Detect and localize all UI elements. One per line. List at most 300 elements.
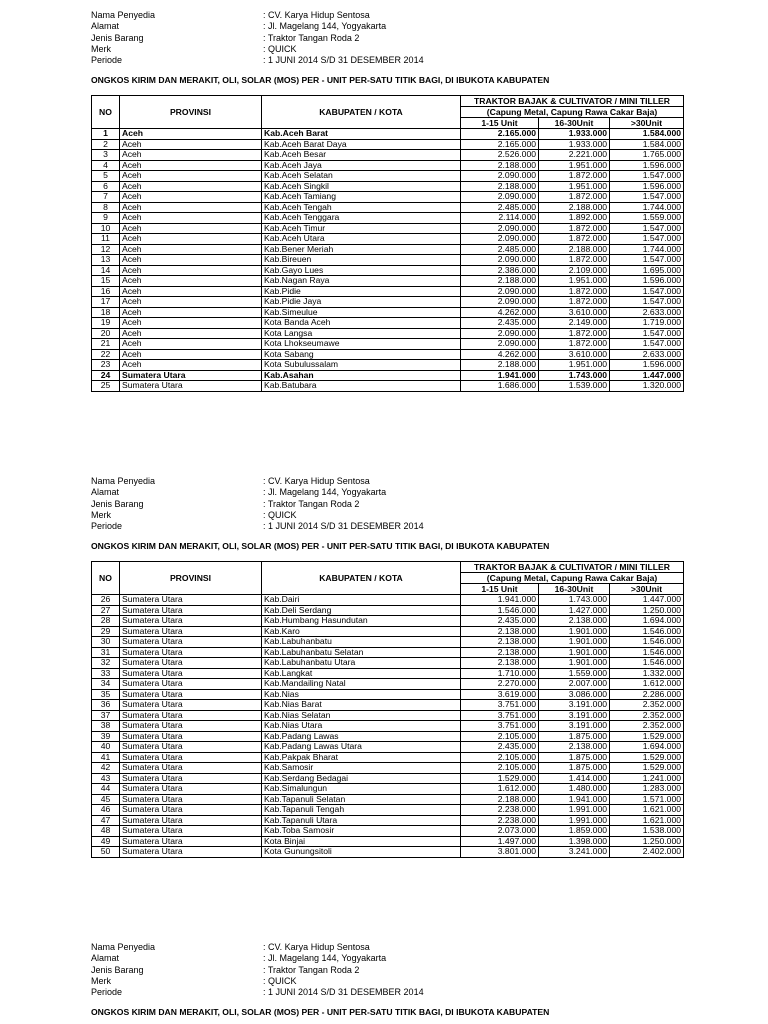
- row-provinsi: Aceh: [120, 318, 262, 329]
- info-value: : Traktor Tangan Roda 2: [263, 32, 360, 43]
- table-row: [92, 616, 684, 627]
- row-kabupaten: Kab.Aceh Timur: [262, 223, 461, 234]
- row-no: 16: [92, 286, 120, 297]
- row-kabupaten: Kab.Nias: [262, 689, 461, 700]
- row-price-16-30: 2.188.000: [539, 202, 610, 213]
- row-price-1-15: 2.105.000: [461, 763, 539, 774]
- row-price-over-30: 1.547.000: [610, 223, 684, 234]
- row-price-16-30: 2.007.000: [539, 679, 610, 690]
- row-price-1-15: 2.138.000: [461, 658, 539, 669]
- row-kabupaten: Kab.Asahan: [262, 370, 461, 381]
- row-price-1-15: 3.801.000: [461, 847, 539, 858]
- row-price-16-30: 3.610.000: [539, 349, 610, 360]
- row-price-over-30: 1.529.000: [610, 731, 684, 742]
- row-provinsi: Aceh: [120, 160, 262, 171]
- table-row: [92, 595, 684, 606]
- row-price-over-30: 1.547.000: [610, 286, 684, 297]
- row-price-over-30: 2.352.000: [610, 700, 684, 711]
- row-price-1-15: 2.105.000: [461, 731, 539, 742]
- table-row: [92, 255, 684, 266]
- row-price-1-15: 2.090.000: [461, 328, 539, 339]
- row-no: 13: [92, 255, 120, 266]
- info-label: Alamat: [91, 487, 120, 498]
- row-provinsi: Aceh: [120, 192, 262, 203]
- row-price-16-30: 2.188.000: [539, 244, 610, 255]
- row-price-16-30: 1.872.000: [539, 192, 610, 203]
- row-no: 31: [92, 647, 120, 658]
- row-price-16-30: 2.149.000: [539, 318, 610, 329]
- row-no: 49: [92, 836, 120, 847]
- info-value: : QUICK: [263, 975, 297, 986]
- row-price-over-30: 1.584.000: [610, 129, 684, 140]
- row-price-16-30: 1.875.000: [539, 731, 610, 742]
- row-kabupaten: Kab.Nias Selatan: [262, 710, 461, 721]
- row-provinsi: Sumatera Utara: [120, 847, 262, 858]
- row-price-over-30: 1.320.000: [610, 381, 684, 392]
- row-price-16-30: 3.191.000: [539, 710, 610, 721]
- row-no: 32: [92, 658, 120, 669]
- row-price-1-15: 3.751.000: [461, 721, 539, 732]
- row-price-16-30: 2.138.000: [539, 742, 610, 753]
- row-no: 19: [92, 318, 120, 329]
- row-no: 20: [92, 328, 120, 339]
- header-subgroup: (Capung Metal, Capung Rawa Cakar Baja): [461, 573, 684, 584]
- row-price-over-30: 1.547.000: [610, 255, 684, 266]
- table-row: [92, 360, 684, 371]
- row-price-over-30: 1.596.000: [610, 181, 684, 192]
- row-no: 47: [92, 815, 120, 826]
- row-provinsi: Aceh: [120, 139, 262, 150]
- row-kabupaten: Kab.Padang Lawas Utara: [262, 742, 461, 753]
- row-provinsi: Sumatera Utara: [120, 658, 262, 669]
- row-price-over-30: 1.744.000: [610, 202, 684, 213]
- table-row: [92, 826, 684, 837]
- row-price-over-30: 2.352.000: [610, 710, 684, 721]
- row-provinsi: Sumatera Utara: [120, 742, 262, 753]
- row-price-1-15: 1.546.000: [461, 605, 539, 616]
- row-price-1-15: 3.751.000: [461, 710, 539, 721]
- row-provinsi: Sumatera Utara: [120, 679, 262, 690]
- row-provinsi: Aceh: [120, 181, 262, 192]
- row-provinsi: Sumatera Utara: [120, 700, 262, 711]
- row-kabupaten: Kab.Tapanuli Tengah: [262, 805, 461, 816]
- price-table: [91, 95, 684, 392]
- row-provinsi: Aceh: [120, 202, 262, 213]
- table-row: [92, 181, 684, 192]
- row-price-over-30: 1.546.000: [610, 658, 684, 669]
- info-value: : QUICK: [263, 43, 297, 54]
- info-value: : CV. Karya Hidup Sentosa: [263, 942, 370, 952]
- row-price-16-30: 1.743.000: [539, 370, 610, 381]
- info-label: Alamat: [91, 953, 120, 964]
- table-row: [92, 150, 684, 161]
- info-value: : Jl. Magelang 144, Yogyakarta: [263, 21, 387, 32]
- table-row: [92, 234, 684, 245]
- row-price-1-15: 2.165.000: [461, 129, 539, 140]
- row-price-1-15: 1.686.000: [461, 381, 539, 392]
- row-price-1-15: 2.090.000: [461, 234, 539, 245]
- row-price-1-15: 2.138.000: [461, 637, 539, 648]
- row-kabupaten: Kab.Simeulue: [262, 307, 461, 318]
- row-price-1-15: 2.090.000: [461, 255, 539, 266]
- header-group: TRAKTOR BAJAK & CULTIVATOR / MINI TILLER: [461, 562, 684, 573]
- table-row: [92, 731, 684, 742]
- row-kabupaten: Kab.Pakpak Bharat: [262, 752, 461, 763]
- row-price-16-30: 1.951.000: [539, 181, 610, 192]
- row-price-16-30: 1.991.000: [539, 805, 610, 816]
- row-price-1-15: 2.238.000: [461, 815, 539, 826]
- row-price-1-15: 2.238.000: [461, 805, 539, 816]
- row-no: 23: [92, 360, 120, 371]
- row-price-16-30: 1.941.000: [539, 794, 610, 805]
- row-price-16-30: 1.901.000: [539, 647, 610, 658]
- row-price-16-30: 1.875.000: [539, 763, 610, 774]
- row-kabupaten: Kab.Labuhanbatu Selatan: [262, 647, 461, 658]
- row-kabupaten: Kab.Labuhanbatu Utara: [262, 658, 461, 669]
- info-value: : CV. Karya Hidup Sentosa: [263, 10, 370, 20]
- row-price-16-30: 1.539.000: [539, 381, 610, 392]
- row-provinsi: Sumatera Utara: [120, 763, 262, 774]
- row-price-16-30: 1.951.000: [539, 360, 610, 371]
- info-value: : 1 JUNI 2014 S/D 31 DESEMBER 2014: [263, 521, 424, 532]
- row-no: 3: [92, 150, 120, 161]
- row-kabupaten: Kab.Langkat: [262, 668, 461, 679]
- row-provinsi: Sumatera Utara: [120, 805, 262, 816]
- row-price-16-30: 2.109.000: [539, 265, 610, 276]
- row-price-1-15: 2.386.000: [461, 265, 539, 276]
- table-row: [92, 139, 684, 150]
- table-row: [92, 381, 684, 392]
- row-price-1-15: 2.485.000: [461, 244, 539, 255]
- row-kabupaten: Kota Banda Aceh: [262, 318, 461, 329]
- row-price-16-30: 2.221.000: [539, 150, 610, 161]
- info-label: Merk: [91, 509, 111, 520]
- info-value: : CV. Karya Hidup Sentosa: [263, 476, 370, 486]
- info-label: Jenis Barang: [91, 498, 144, 509]
- row-provinsi: Aceh: [120, 328, 262, 339]
- header-kabupaten: KABUPATEN / KOTA: [262, 96, 461, 129]
- row-provinsi: Sumatera Utara: [120, 836, 262, 847]
- table-row: [92, 836, 684, 847]
- table-row: [92, 721, 684, 732]
- row-price-1-15: 1.612.000: [461, 784, 539, 795]
- row-price-16-30: 1.872.000: [539, 339, 610, 350]
- header-col2: 16-30Unit: [539, 584, 610, 595]
- row-price-16-30: 1.480.000: [539, 784, 610, 795]
- info-label: Periode: [91, 521, 123, 532]
- row-price-over-30: 1.621.000: [610, 815, 684, 826]
- table-row: [92, 370, 684, 381]
- row-price-1-15: 2.188.000: [461, 160, 539, 171]
- row-provinsi: Aceh: [120, 286, 262, 297]
- row-price-16-30: 1.933.000: [539, 129, 610, 140]
- row-kabupaten: Kab.Aceh Tamiang: [262, 192, 461, 203]
- row-kabupaten: Kab.Batubara: [262, 381, 461, 392]
- row-kabupaten: Kab.Nias Barat: [262, 700, 461, 711]
- row-price-16-30: 1.892.000: [539, 213, 610, 224]
- table-row: [92, 742, 684, 753]
- table-row: [92, 805, 684, 816]
- table-row: [92, 307, 684, 318]
- table-row: [92, 658, 684, 669]
- row-kabupaten: Kab.Samosir: [262, 763, 461, 774]
- row-price-over-30: 1.596.000: [610, 276, 684, 287]
- row-price-1-15: 1.497.000: [461, 836, 539, 847]
- info-value: : Traktor Tangan Roda 2: [263, 498, 360, 509]
- row-provinsi: Sumatera Utara: [120, 605, 262, 616]
- row-price-1-15: 2.090.000: [461, 286, 539, 297]
- row-price-16-30: 1.414.000: [539, 773, 610, 784]
- row-provinsi: Sumatera Utara: [120, 710, 262, 721]
- table-row: [92, 689, 684, 700]
- info-label: Jenis Barang: [91, 32, 144, 43]
- row-price-1-15: 2.114.000: [461, 213, 539, 224]
- table-row: [92, 847, 684, 858]
- header-kabupaten: KABUPATEN / KOTA: [262, 562, 461, 595]
- header-provinsi: PROVINSI: [120, 96, 262, 129]
- row-price-over-30: 1.250.000: [610, 836, 684, 847]
- row-price-1-15: 2.435.000: [461, 616, 539, 627]
- table-row: [92, 129, 684, 140]
- section-heading: ONGKOS KIRIM DAN MERAKIT, OLI, SOLAR (MOS) PER - UNIT PER-SATU TITIK BAGI, DI IBUKOTA KABUPATEN: [91, 1007, 550, 1018]
- row-provinsi: Sumatera Utara: [120, 784, 262, 795]
- row-price-over-30: 2.633.000: [610, 349, 684, 360]
- row-kabupaten: Kab.Tapanuli Selatan: [262, 794, 461, 805]
- row-provinsi: Sumatera Utara: [120, 773, 262, 784]
- row-price-16-30: 1.872.000: [539, 297, 610, 308]
- table-row: [92, 244, 684, 255]
- row-price-1-15: 2.435.000: [461, 742, 539, 753]
- info-value: : Jl. Magelang 144, Yogyakarta: [263, 953, 387, 964]
- row-price-over-30: 1.529.000: [610, 763, 684, 774]
- table-row: [92, 647, 684, 658]
- row-no: 45: [92, 794, 120, 805]
- row-kabupaten: Kab.Mandailing Natal: [262, 679, 461, 690]
- row-provinsi: Sumatera Utara: [120, 637, 262, 648]
- info-label: Nama Penyedia: [91, 476, 156, 486]
- header-subgroup: (Capung Metal, Capung Rawa Cakar Baja): [461, 107, 684, 118]
- row-price-16-30: 1.872.000: [539, 234, 610, 245]
- row-provinsi: Aceh: [120, 244, 262, 255]
- table-row: [92, 637, 684, 648]
- row-price-over-30: 1.695.000: [610, 265, 684, 276]
- row-price-over-30: 1.571.000: [610, 794, 684, 805]
- row-price-over-30: 1.612.000: [610, 679, 684, 690]
- row-kabupaten: Kota Sabang: [262, 349, 461, 360]
- row-price-over-30: 2.286.000: [610, 689, 684, 700]
- table-row: [92, 202, 684, 213]
- row-no: 27: [92, 605, 120, 616]
- row-provinsi: Sumatera Utara: [120, 794, 262, 805]
- row-no: 2: [92, 139, 120, 150]
- row-provinsi: Sumatera Utara: [120, 370, 262, 381]
- info-label: Nama Penyedia: [91, 942, 156, 952]
- row-kabupaten: Kota Subulussalam: [262, 360, 461, 371]
- table-row: [92, 605, 684, 616]
- section-3: [91, 942, 691, 1017]
- row-price-1-15: 2.526.000: [461, 150, 539, 161]
- row-kabupaten: Kab.Padang Lawas: [262, 731, 461, 742]
- row-kabupaten: Kota Langsa: [262, 328, 461, 339]
- row-price-16-30: 1.872.000: [539, 223, 610, 234]
- row-price-over-30: 1.621.000: [610, 805, 684, 816]
- header-group: TRAKTOR BAJAK & CULTIVATOR / MINI TILLER: [461, 96, 684, 107]
- row-kabupaten: Kab.Aceh Barat Daya: [262, 139, 461, 150]
- info-value: : Jl. Magelang 144, Yogyakarta: [263, 487, 387, 498]
- row-price-1-15: 1.941.000: [461, 595, 539, 606]
- row-provinsi: Aceh: [120, 223, 262, 234]
- row-price-16-30: 1.427.000: [539, 605, 610, 616]
- row-price-16-30: 1.901.000: [539, 637, 610, 648]
- row-no: 39: [92, 731, 120, 742]
- info-label: Merk: [91, 43, 111, 54]
- row-price-16-30: 1.872.000: [539, 286, 610, 297]
- row-kabupaten: Kota Binjai: [262, 836, 461, 847]
- row-price-over-30: 1.538.000: [610, 826, 684, 837]
- row-kabupaten: Kab.Karo: [262, 626, 461, 637]
- row-kabupaten: Kab.Labuhanbatu: [262, 637, 461, 648]
- row-price-over-30: 1.584.000: [610, 139, 684, 150]
- row-no: 42: [92, 763, 120, 774]
- row-provinsi: Aceh: [120, 255, 262, 266]
- header-no: NO: [92, 96, 120, 129]
- row-price-1-15: 4.262.000: [461, 307, 539, 318]
- price-table: [91, 561, 684, 858]
- row-price-1-15: 4.262.000: [461, 349, 539, 360]
- row-no: 6: [92, 181, 120, 192]
- row-provinsi: Sumatera Utara: [120, 381, 262, 392]
- row-kabupaten: Kab.Aceh Utara: [262, 234, 461, 245]
- table-row: [92, 213, 684, 224]
- row-price-1-15: 2.090.000: [461, 192, 539, 203]
- table-row: [92, 171, 684, 182]
- section-heading: ONGKOS KIRIM DAN MERAKIT, OLI, SOLAR (MOS) PER - UNIT PER-SATU TITIK BAGI, DI IBUKOTA KABUPATEN: [91, 75, 550, 86]
- table-row: [92, 286, 684, 297]
- header-col1: 1-15 Unit: [461, 584, 539, 595]
- info-value: : 1 JUNI 2014 S/D 31 DESEMBER 2014: [263, 55, 424, 66]
- row-price-over-30: 1.694.000: [610, 616, 684, 627]
- table-row: [92, 752, 684, 763]
- row-kabupaten: Kab.Bener Meriah: [262, 244, 461, 255]
- table-row: [92, 815, 684, 826]
- row-kabupaten: Kab.Toba Samosir: [262, 826, 461, 837]
- row-kabupaten: Kab.Pidie: [262, 286, 461, 297]
- section-2: [91, 476, 691, 858]
- info-label: Nama Penyedia: [91, 10, 156, 20]
- info-label: Periode: [91, 987, 123, 998]
- row-no: 43: [92, 773, 120, 784]
- row-price-over-30: 1.546.000: [610, 647, 684, 658]
- row-price-1-15: 3.619.000: [461, 689, 539, 700]
- table-row: [92, 794, 684, 805]
- row-price-16-30: 1.559.000: [539, 668, 610, 679]
- row-no: 10: [92, 223, 120, 234]
- header-col3: >30Unit: [610, 118, 684, 129]
- row-no: 25: [92, 381, 120, 392]
- row-price-16-30: 2.138.000: [539, 616, 610, 627]
- row-no: 38: [92, 721, 120, 732]
- row-price-1-15: 2.105.000: [461, 752, 539, 763]
- row-no: 26: [92, 595, 120, 606]
- row-price-1-15: 2.188.000: [461, 794, 539, 805]
- row-provinsi: Sumatera Utara: [120, 626, 262, 637]
- info-label: Periode: [91, 55, 123, 66]
- row-price-1-15: 2.090.000: [461, 171, 539, 182]
- row-no: 50: [92, 847, 120, 858]
- row-price-over-30: 1.447.000: [610, 370, 684, 381]
- row-kabupaten: Kab.Aceh Selatan: [262, 171, 461, 182]
- row-kabupaten: Kab.Dairi: [262, 595, 461, 606]
- row-kabupaten: Kab.Aceh Jaya: [262, 160, 461, 171]
- row-no: 15: [92, 276, 120, 287]
- info-value: : Traktor Tangan Roda 2: [263, 964, 360, 975]
- row-no: 34: [92, 679, 120, 690]
- table-body-1: [92, 129, 684, 392]
- row-provinsi: Sumatera Utara: [120, 647, 262, 658]
- row-provinsi: Aceh: [120, 213, 262, 224]
- table-row: [92, 223, 684, 234]
- row-price-16-30: 1.872.000: [539, 171, 610, 182]
- supplier-info: [91, 942, 691, 998]
- table-body-2: [92, 595, 684, 858]
- row-no: 46: [92, 805, 120, 816]
- supplier-info: [91, 10, 691, 66]
- row-kabupaten: Kab.Aceh Tenggara: [262, 213, 461, 224]
- row-no: 36: [92, 700, 120, 711]
- row-kabupaten: Kab.Pidie Jaya: [262, 297, 461, 308]
- row-no: 37: [92, 710, 120, 721]
- row-provinsi: Aceh: [120, 265, 262, 276]
- row-price-over-30: 1.547.000: [610, 297, 684, 308]
- row-no: 12: [92, 244, 120, 255]
- row-price-16-30: 1.872.000: [539, 328, 610, 339]
- row-no: 48: [92, 826, 120, 837]
- row-provinsi: Aceh: [120, 297, 262, 308]
- row-kabupaten: Kab.Serdang Bedagai: [262, 773, 461, 784]
- row-price-1-15: 2.188.000: [461, 181, 539, 192]
- row-kabupaten: Kab.Nagan Raya: [262, 276, 461, 287]
- row-kabupaten: Kab.Aceh Barat: [262, 129, 461, 140]
- row-price-16-30: 1.901.000: [539, 658, 610, 669]
- row-price-over-30: 1.529.000: [610, 752, 684, 763]
- row-price-over-30: 1.694.000: [610, 742, 684, 753]
- row-price-16-30: 1.875.000: [539, 752, 610, 763]
- row-no: 7: [92, 192, 120, 203]
- row-price-over-30: 2.352.000: [610, 721, 684, 732]
- supplier-info: [91, 476, 691, 532]
- row-price-16-30: 1.398.000: [539, 836, 610, 847]
- row-price-1-15: 2.090.000: [461, 297, 539, 308]
- row-no: 44: [92, 784, 120, 795]
- header-col3: >30Unit: [610, 584, 684, 595]
- row-price-16-30: 1.933.000: [539, 139, 610, 150]
- row-price-1-15: 2.270.000: [461, 679, 539, 690]
- row-kabupaten: Kota Lhokseumawe: [262, 339, 461, 350]
- row-price-over-30: 1.744.000: [610, 244, 684, 255]
- header-col1: 1-15 Unit: [461, 118, 539, 129]
- row-provinsi: Aceh: [120, 339, 262, 350]
- row-kabupaten: Kota Gunungsitoli: [262, 847, 461, 858]
- row-provinsi: Aceh: [120, 360, 262, 371]
- row-no: 35: [92, 689, 120, 700]
- table-row: [92, 318, 684, 329]
- row-price-1-15: 2.188.000: [461, 360, 539, 371]
- row-price-over-30: 1.596.000: [610, 360, 684, 371]
- table-row: [92, 297, 684, 308]
- row-price-over-30: 1.547.000: [610, 171, 684, 182]
- row-no: 21: [92, 339, 120, 350]
- table-row: [92, 626, 684, 637]
